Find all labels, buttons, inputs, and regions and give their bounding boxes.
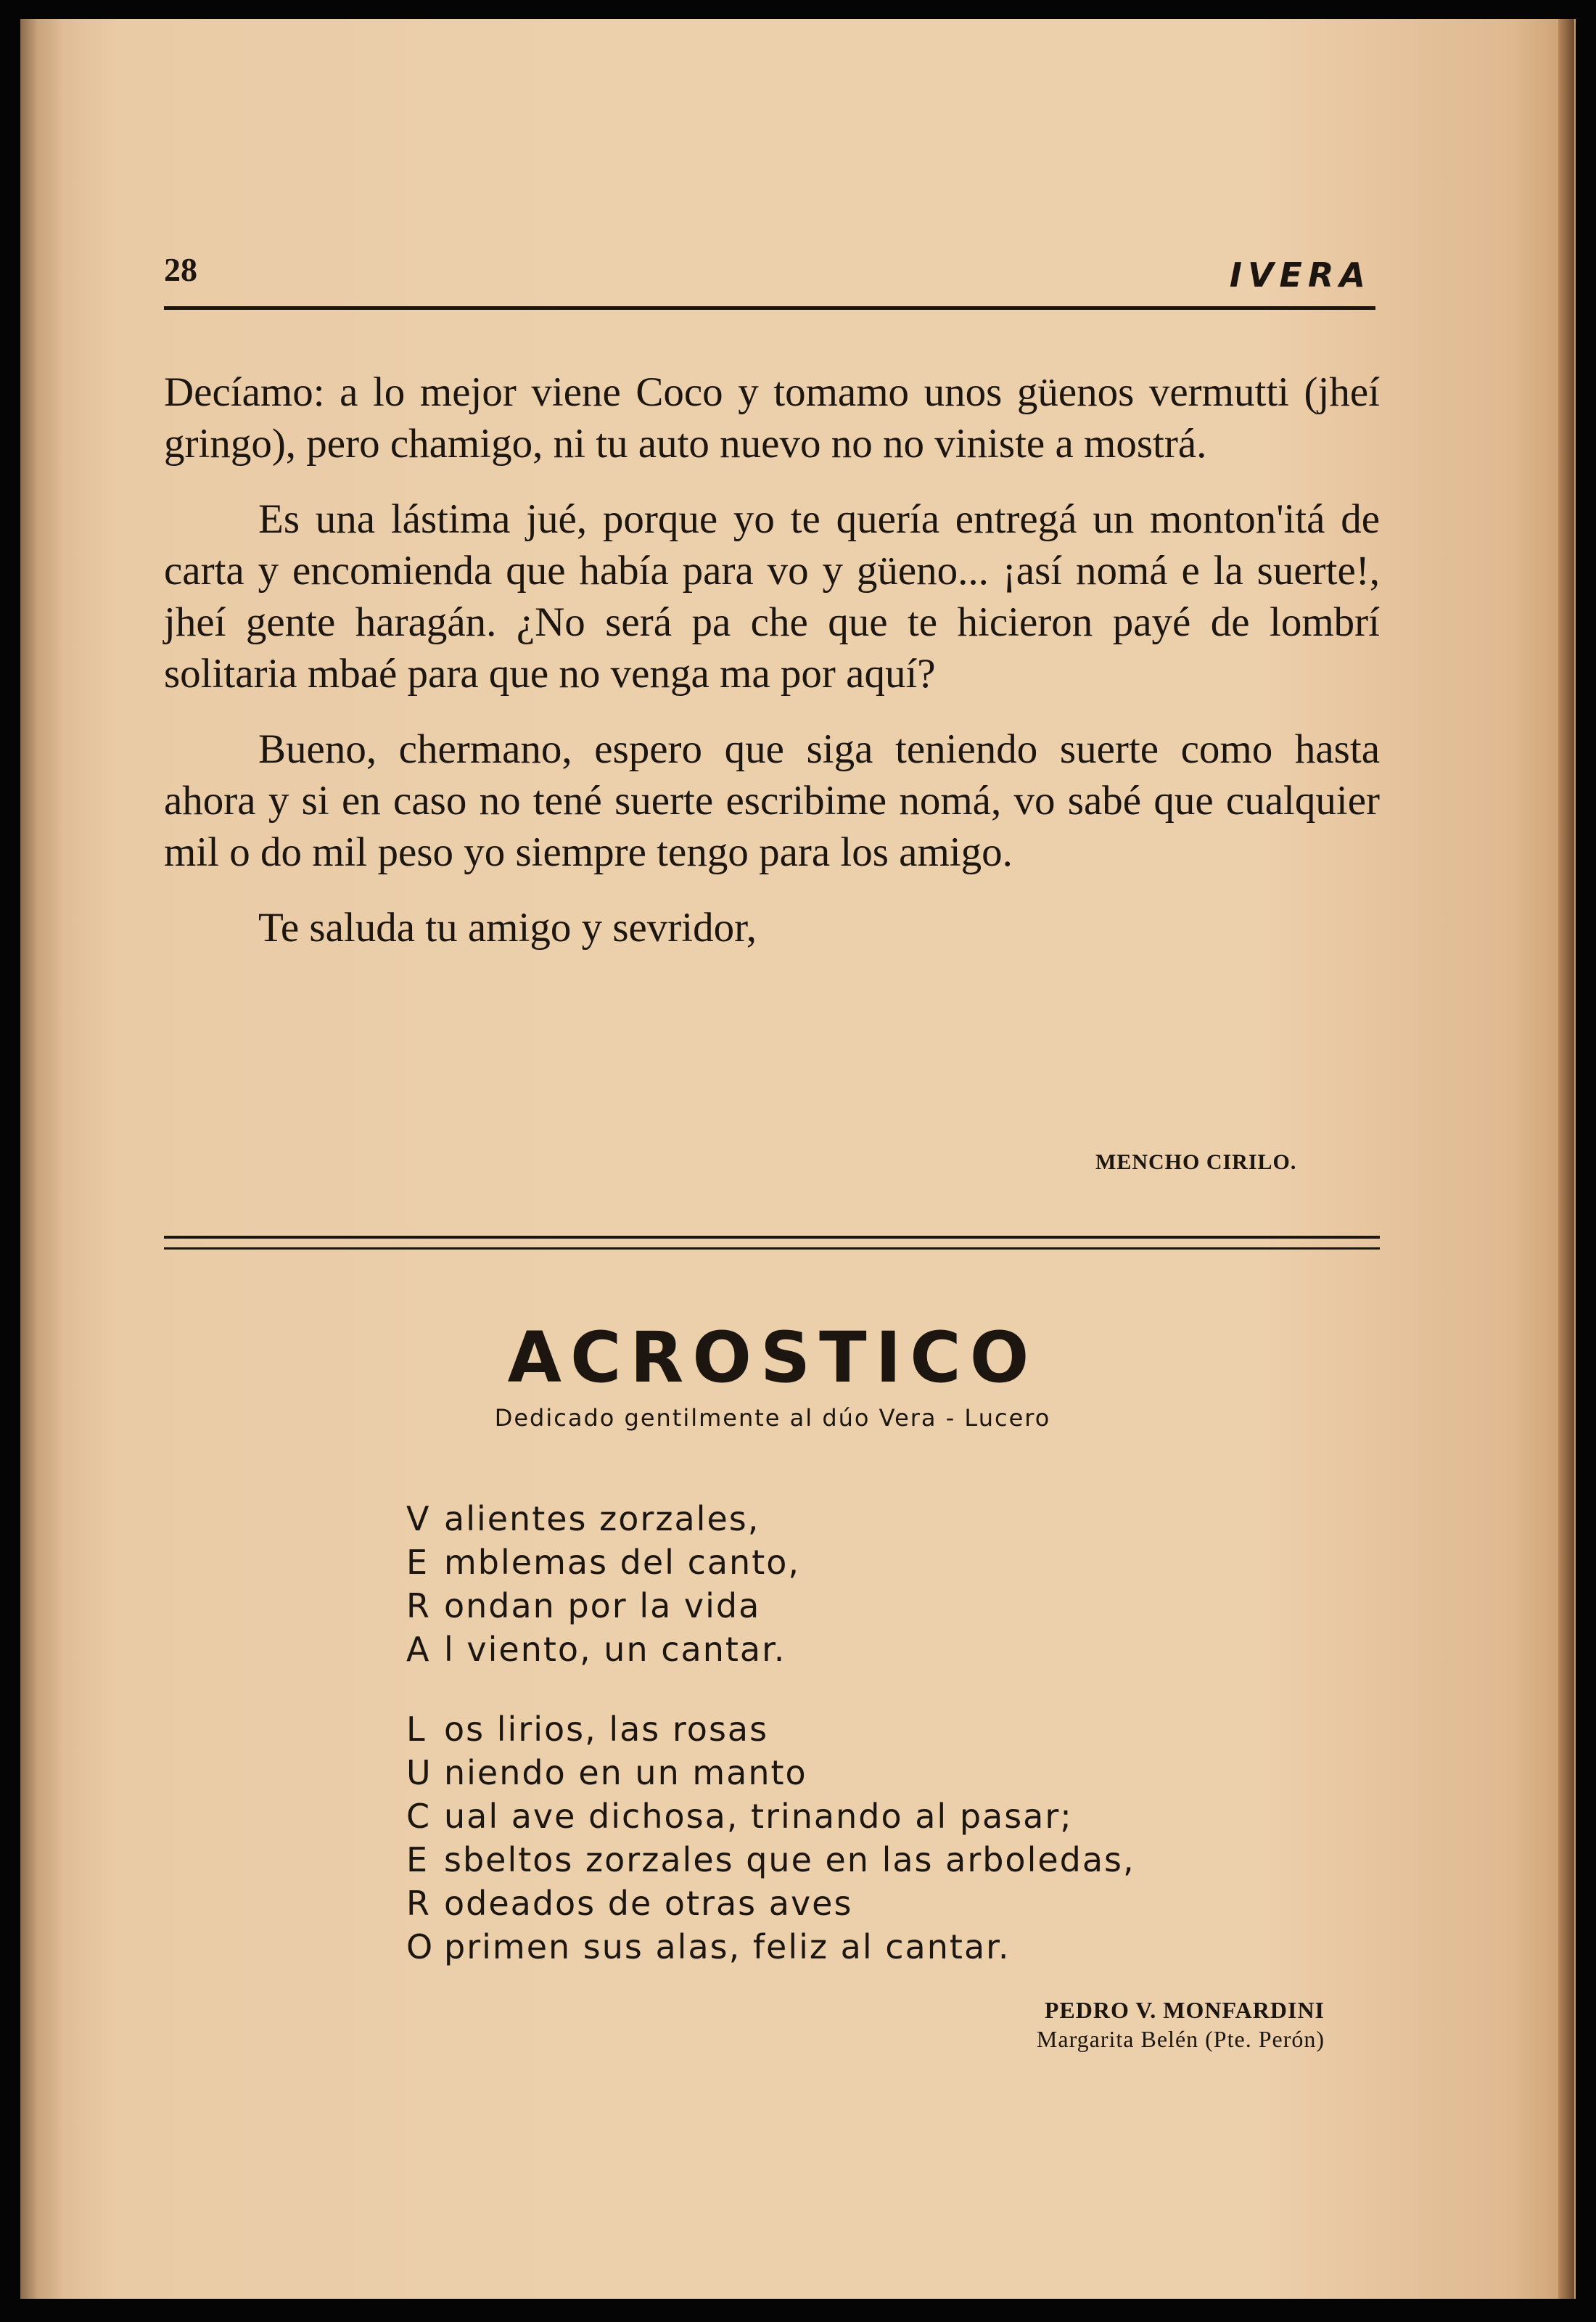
- poem-line: [406, 1707, 1204, 1751]
- poem-line: [406, 1628, 1204, 1671]
- acrostic-initial: A: [406, 1630, 431, 1669]
- poem-line: [406, 1838, 1204, 1882]
- poem-author-location: Margarita Belén (Pte. Perón): [1036, 2026, 1325, 2052]
- acrostic-initial: R: [406, 1586, 431, 1625]
- poem-line: [406, 1751, 1204, 1794]
- acrostic-initial: U: [406, 1753, 432, 1792]
- acrostic-initial: E: [406, 1840, 429, 1879]
- letter-paragraph: Es una lástima jué, porque yo te quería entregá un monton'itá de carta y encomienda que había para vo y güeno... ¡así nomá e la suerte!, jheí gente haragán. ¿No será pa che que te hicieron payé de lombrí solitaria mbaé para que no venga ma por aquí?: [164, 496, 1380, 697]
- poem-line-text: ondan por la vida: [444, 1586, 761, 1625]
- acrostic-initial: O: [406, 1927, 435, 1966]
- letter-signature: MENCHO CIRILO.: [1095, 1150, 1297, 1174]
- acrostic-initial: E: [406, 1543, 429, 1582]
- acrostic-initial: R: [406, 1884, 431, 1923]
- poem-dedication: Dedicado gentilmente al dúo Vera - Lucero: [494, 1404, 1051, 1432]
- poem-stanza-1: [406, 1497, 1204, 1671]
- poem-line: [406, 1584, 1204, 1628]
- poem-author: PEDRO V. MONFARDINI: [1044, 1997, 1325, 2023]
- page-number: 28: [164, 251, 197, 288]
- poem-line: [406, 1882, 1204, 1925]
- section-divider: [164, 1236, 1380, 1239]
- acrostic-initial: L: [406, 1710, 427, 1749]
- letter-body: [164, 366, 1380, 977]
- poem-line-text: os lirios, las rosas: [444, 1710, 769, 1749]
- running-title: IVERA: [1229, 255, 1371, 295]
- poem-line: [406, 1794, 1204, 1838]
- acrostic-initial: C: [406, 1797, 432, 1836]
- poem-line: [406, 1541, 1204, 1584]
- poem-attribution: [1037, 1995, 1325, 2054]
- poem-line-text: mblemas del canto,: [444, 1543, 801, 1582]
- header-rule: [164, 306, 1375, 310]
- acrostic-initial: V: [406, 1499, 431, 1538]
- letter-paragraph: Bueno, chermano, espero que siga teniendo suerte como hasta ahora y si en caso no tené suerte escribime nomá, vo sabé que cualquier mil o do mil peso yo siempre tengo para los amigo.: [164, 726, 1380, 875]
- poem-title: ACROSTICO: [507, 1317, 1038, 1398]
- poem-line-text: sbeltos zorzales que en las arboledas,: [444, 1840, 1135, 1879]
- letter-closing: Te saluda tu amigo y sevridor,: [258, 905, 757, 951]
- poem-line: [406, 1925, 1204, 1969]
- letter-paragraph: Decíamo: a lo mejor viene Coco y tomamo unos güenos vermutti (jheí gringo), pero chamigo, ni tu auto nuevo no no viniste a mostrá.: [164, 369, 1380, 467]
- poem-stanza-2: [406, 1707, 1204, 1969]
- poem-line-text: odeados de otras aves: [444, 1884, 853, 1923]
- poem-line-text: alientes zorzales,: [444, 1499, 760, 1538]
- poem-line-text: ual ave dichosa, trinando al pasar;: [444, 1797, 1073, 1836]
- page-edge: [1558, 19, 1574, 2299]
- poem-line: [406, 1497, 1204, 1541]
- poem-line-text: primen sus alas, feliz al cantar.: [444, 1927, 1011, 1966]
- page-gutter: [20, 19, 64, 2299]
- poem-line-text: niendo en un manto: [444, 1753, 807, 1792]
- section-divider: [164, 1247, 1380, 1250]
- poem-line-text: l viento, un cantar.: [444, 1630, 786, 1669]
